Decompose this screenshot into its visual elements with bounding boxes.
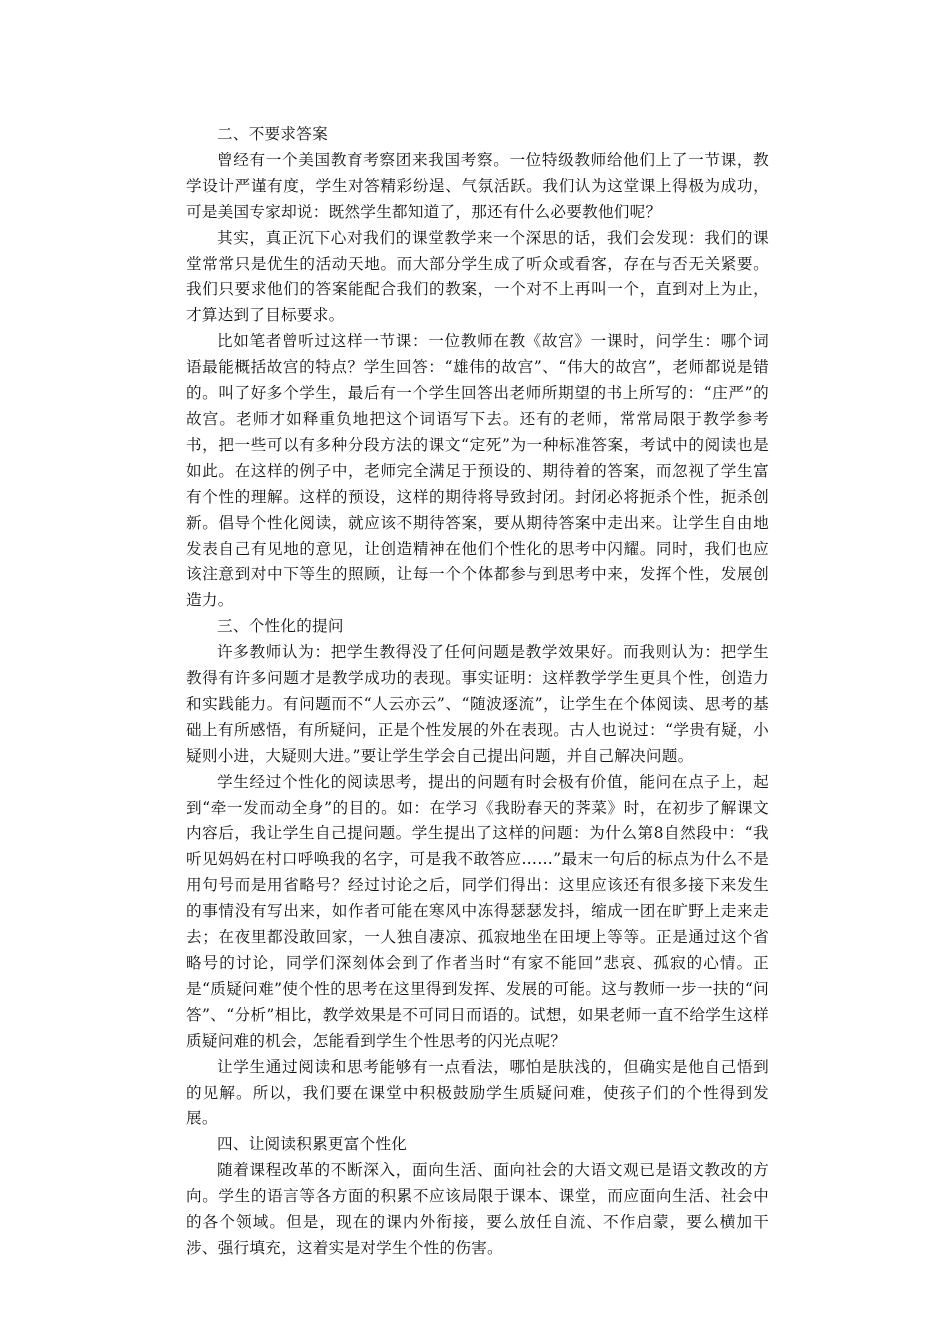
- paragraph: 许多教师认为：把学生教得没了任何问题是教学效果好。而我则认为：把学生教得有许多问题才是教学成功的表现。事实证明：这样教学学生更具个性，创造力和实践能力。有问题而不“人云亦云”、“随波逐流”，让学生在个体阅读、思考的基础上有所感悟，有所疑问，正是个性发展的外在表现。古人也说过：“学贵有疑，小疑则小进，大疑则大进。”要让学生学会自己提出问题，并自己解决问题。: [186, 643, 769, 765]
- section-heading-3: 三、个性化的提问: [217, 617, 344, 636]
- document-page: [186, 122, 769, 1262]
- paragraph: 让学生通过阅读和思考能够有一点看法，哪怕是肤浅的，但确实是他自己悟到的见解。所以，我们要在课堂中积极鼓励学生质疑问难，使孩子们的个性得到发展。: [186, 1057, 769, 1128]
- paragraph: 比如笔者曾听过这样一节课：一位教师在教《故宫》一课时，问学生：哪个词语最能概括故宫的特点？学生回答：“雄伟的故宫”、“伟大的故宫”，老师都说是错的。叫了好多个学生，最后有一个学生回答出老师所期望的书上所写的：“庄严”的故宫。老师才如释重负地把这个词语写下去。还有的老师，常常局限于教学参考书，把一些可以有多种分段方法的课文“定死”为一种标准答案，考试中的阅读也是如此。在这样的例子中，老师完全满足于预设的、期待着的答案，而忽视了学生富有个性的理解。这样的预设，这样的期待将导致封闭。封闭必将扼杀个性，扼杀创新。倡导个性化阅读，就应该不期待答案，要从期待答案中走出来。让学生自由地发表自己有见地的意见，让创造精神在他们个性化的思考中闪耀。同时，我们也应该注意到对中下等生的照顾，让每一个个体都参与到思考中来，发挥个性，发展创造力。: [186, 332, 769, 610]
- paragraph: 曾经有一个美国教育考察团来我国考察。一位特级教师给他们上了一节课，教学设计严谨有度，学生对答精彩纷逞、气氛活跃。我们认为这堂课上得极为成功，可是美国专家却说：既然学生都知道了，那还有什么必要教他们呢？: [186, 150, 769, 221]
- section-heading-4: 四、让阅读积累更富个性化: [217, 1135, 408, 1154]
- paragraph: 随着课程改革的不断深入，面向生活、面向社会的大语文观已是语文教改的方向。学生的语言等各方面的积累不应该局限于课本、课堂，而应面向生活、社会中的各个领域。但是，现在的课内外衔接，要么放任自流、不作启蒙，要么横加干涉、强行填充，这着实是对学生个性的伤害。: [186, 1161, 769, 1257]
- paragraph: 学生经过个性化的阅读思考，提出的问题有时会极有价值，能问在点子上，起到“牵一发而动全身”的目的。如：在学习《我盼春天的荠菜》时，在初步了解课文内容后，我让学生自己提问题。学生提出了这样的问题：为什么第8自然段中：“我听见妈妈在村口呼唤我的名字，可是我不敢答应……”最末一句后的标点为什么不是用句号而是用省略号？经过讨论之后，同学们得出：这里应该还有很多接下来发生的事情没有写出来，如作者可能在寒风中冻得瑟瑟发抖，缩成一团在旷野上走来走去；在夜里都没敢回家，一人独自凄凉、孤寂地坐在田埂上等等。正是通过这个省略号的讨论，同学们深刻体会到了作者当时“有家不能回”悲哀、孤寂的心情。正是“质疑问难”使个性的思考在这里得到发挥、发展的可能。这与教师一步一扶的“问答”、“分析”相比，教学效果是不可同日而语的。试想，如果老师一直不给学生这样质疑问难的机会，怎能看到学生个性思考的闪光点呢？: [186, 772, 769, 1050]
- paragraph: 其实，真正沉下心对我们的课堂教学来一个深思的话，我们会发现：我们的课堂常常只是优生的活动天地。而大部分学生成了听众或看客，存在与否无关紧要。我们只要求他们的答案能配合我们的教案，一个对不上再叫一个，直到对上为止，才算达到了目标要求。: [186, 228, 769, 325]
- section-heading-2: 二、不要求答案: [217, 125, 328, 143]
